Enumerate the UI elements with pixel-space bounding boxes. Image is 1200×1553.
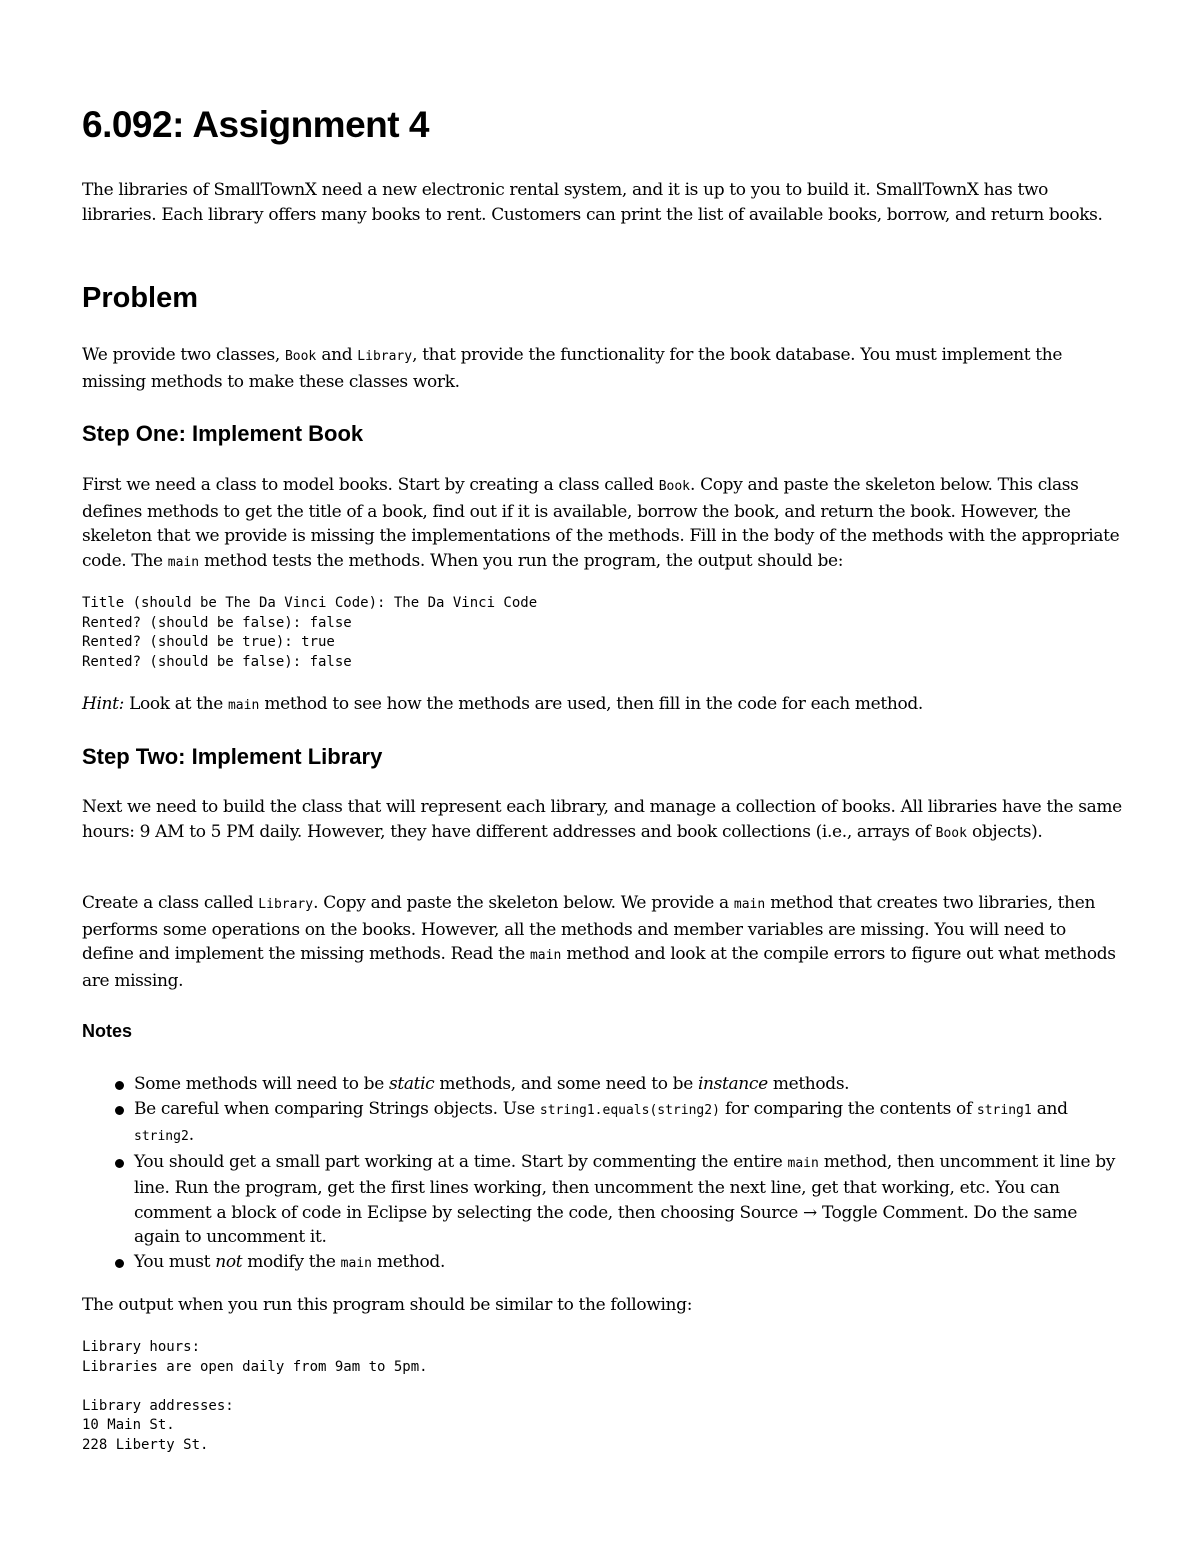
text-run: method that creates two libraries, then performs some operations on the books. However, all the methods and member variables are missing. You will need to define and implement the missing methods. Read the: [82, 893, 1096, 964]
text-run: Look at the: [124, 694, 228, 714]
inline-code: Book: [658, 479, 691, 494]
text-run: First we need a class to model books. Start by creating a class called: [82, 475, 659, 495]
inline-code: string1.equals(string2): [539, 1102, 720, 1118]
code-line: Title (should be The Da Vinci Code): The Da Vinci Code: [82, 595, 538, 611]
code-line: Rented? (should be false): false: [82, 653, 352, 670]
text-run: method tests the methods. When you run the program, the output should be:: [199, 550, 844, 571]
inline-code: Library: [357, 349, 413, 364]
list-item: [82, 1097, 1122, 1150]
text-run: . Copy and paste the skeleton below. This class defines methods to get the title of a book, find out if it is available, borrow the book, and return the book. However, the skeleton that we provide is missing the implementations of the methods. Fill in the body of the methods with the appropriate code. The: [82, 475, 1120, 571]
text-run: Be careful when comparing Strings objects. Use: [134, 1098, 540, 1119]
inline-code: Library: [258, 897, 314, 912]
text-run: and: [1031, 1098, 1068, 1119]
bullet-icon: [115, 1106, 124, 1115]
text-run: , that provide the functionality for the book database. You must implement the missing methods to make these classes work.: [82, 345, 1063, 392]
problem-paragraph: [82, 343, 1122, 394]
page-title: 6.092: Assignment 4: [82, 104, 429, 145]
inline-code: main: [529, 948, 562, 963]
text-run: for comparing the contents of: [719, 1098, 977, 1119]
list-item: [82, 1150, 1122, 1250]
text-run: Some methods will need to be: [134, 1074, 389, 1094]
text-run: method to see how the methods are used, then fill in the code for each method.: [259, 694, 923, 714]
step-one-paragraph: [82, 473, 1122, 575]
notes-list: [82, 1072, 1122, 1276]
bullet-icon: [115, 1259, 124, 1268]
code-line: Libraries are open daily from 9am to 5pm.: [82, 1358, 428, 1375]
inline-code: Book: [935, 825, 967, 841]
bullet-icon: [115, 1081, 124, 1090]
text-run: and: [316, 345, 358, 365]
emphasis: static: [388, 1074, 435, 1094]
book-output-block: [82, 594, 537, 672]
text-run: objects).: [966, 821, 1043, 842]
list-item: [82, 1250, 1122, 1277]
inline-code: main: [227, 698, 260, 713]
text-run: Create a class called: [82, 893, 259, 913]
library-output-block: [82, 1338, 428, 1455]
text-run: You must: [134, 1251, 216, 1272]
text-run: We provide two classes,: [82, 345, 285, 365]
code-line: Library addresses:: [82, 1397, 234, 1414]
list-item: [82, 1072, 1122, 1097]
inline-code: string1: [976, 1102, 1032, 1118]
step-two-paragraph-2: [82, 891, 1122, 993]
inline-code: Book: [284, 349, 317, 364]
code-line: 228 Liberty St.: [82, 1436, 209, 1453]
intro-paragraph: The libraries of SmallTownX need a new electronic rental system, and it is up to you to build it. SmallTownX has two libraries. Each library offers many books to rent. Customers can print the list of available books, borrow, and return books.: [82, 180, 1103, 225]
inline-code: string2: [134, 1129, 189, 1144]
emphasis: instance: [697, 1074, 768, 1094]
text-run: modify the: [242, 1251, 341, 1272]
code-line: [82, 1377, 428, 1397]
inline-code: main: [787, 1155, 819, 1171]
inline-code: main: [733, 897, 766, 912]
text-run: Next we need to build the class that will represent each library, and manage a collection of books. All libraries have the same hours: 9 AM to 5 PM daily. However, they have different addresses and book collections (i.e., arrays of: [82, 797, 1122, 842]
code-line: Rented? (should be true): true: [82, 634, 335, 650]
step-two-paragraph-1: [82, 795, 1122, 846]
step-two-heading: Step Two: Implement Library: [82, 744, 383, 769]
text-run: method, then uncomment it line by line. Run the program, get the first lines working, then uncomment the next line, get that working, etc. You can comment a block of code in Eclipse by selecting the code, then choosing Source → Toggle Comment. Do the same again to uncomment it.: [134, 1151, 1115, 1247]
code-line: 10 Main St.: [82, 1417, 175, 1433]
text-run: methods, and some need to be: [434, 1074, 698, 1094]
text-run: methods.: [767, 1074, 850, 1094]
text-run: method and look at the compile errors to figure out what methods are missing.: [82, 944, 1116, 991]
inline-code: main: [340, 1255, 372, 1271]
notes-heading: Notes: [82, 1021, 133, 1041]
problem-heading: Problem: [82, 282, 199, 314]
text-run: . Copy and paste the skeleton below. We provide a: [313, 893, 734, 913]
emphasis: not: [215, 1251, 243, 1272]
text-run: .: [188, 1125, 194, 1145]
inline-code: main: [167, 554, 200, 570]
code-line: Rented? (should be false): false: [82, 614, 352, 631]
output-intro-paragraph: The output when you run this program should be similar to the following:: [82, 1295, 693, 1315]
text-run: method.: [371, 1251, 446, 1272]
text-run: You should get a small part working at a time. Start by commenting the entire: [134, 1151, 788, 1172]
step-one-heading: Step One: Implement Book: [82, 421, 364, 446]
hint-label: Hint:: [82, 694, 125, 714]
hint-paragraph: [82, 692, 1122, 719]
code-line: Library hours:: [82, 1339, 201, 1355]
bullet-icon: [115, 1159, 124, 1168]
